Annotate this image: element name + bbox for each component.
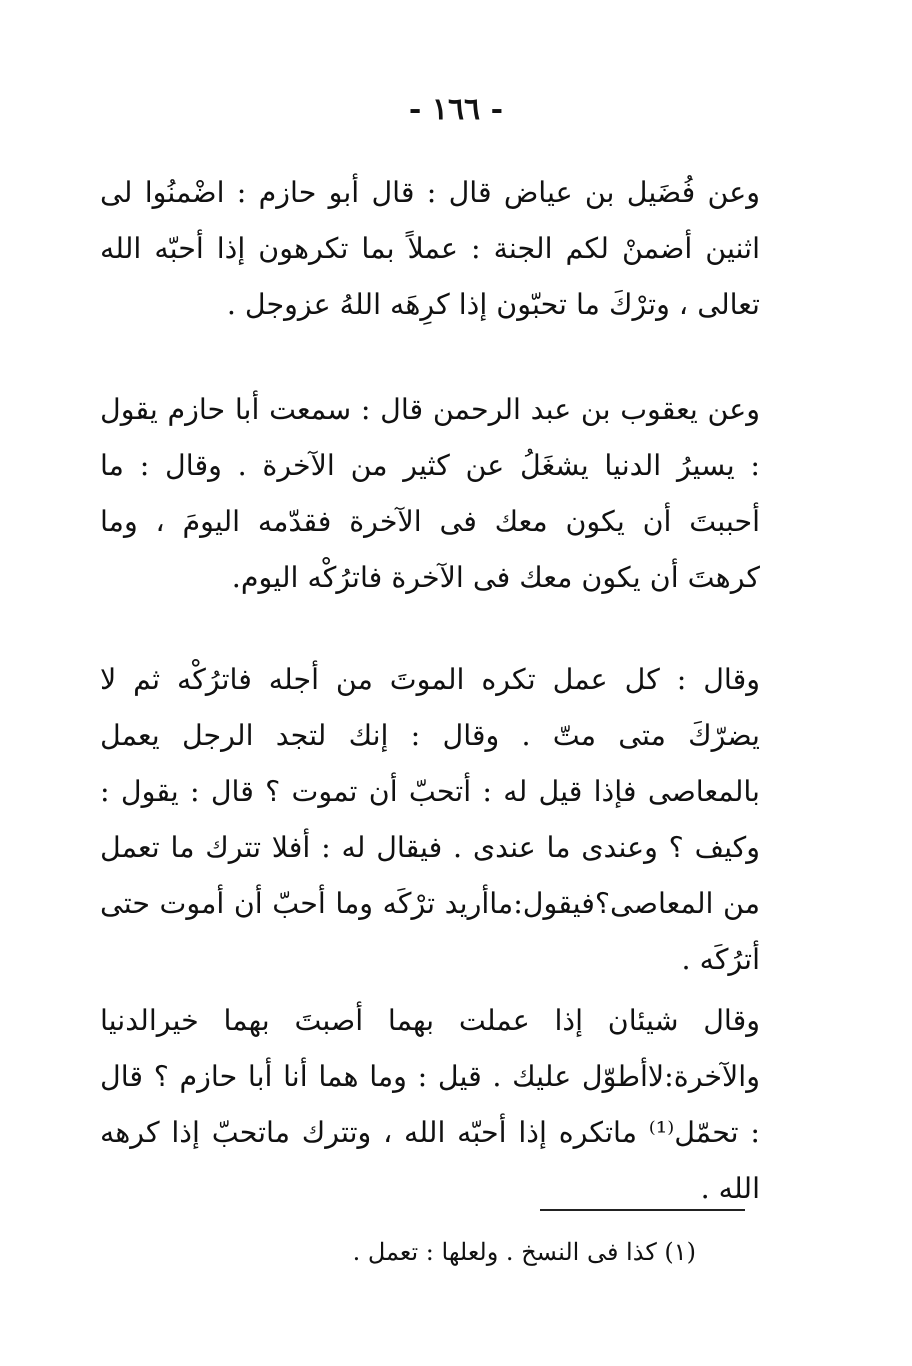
page-number: - ١٦٦ - bbox=[408, 92, 504, 127]
footnote: (١) كذا فى النسخ . ولعلها : تعمل . bbox=[352, 1238, 696, 1266]
paragraph-3: وقال : كل عمل تكره الموتَ من أجله فاترُكْه ثم لا يضرّكَ متى متّ . وقال : إنك لتجد الرجل يعمل بالمعاصى فإذا قيل له : أتحبّ أن تموت ؟ قال : يقول : وكيف ؟ وعندى ما عندى . فيقال له : أفلا تترك ما تعمل من المعاصى؟فيقول:ماأريد ترْكَه وما أحبّ أن أموت حتى أترُكَه . bbox=[100, 663, 760, 976]
paragraph-1: وعن فُضَيل بن عياض قال : قال أبو حازم : اضْمنُوا لى اثنين أضمنْ لكم الجنة : عملاً بما تكرهون إذا أحبّه الله تعالى ، وترْكَ ما تحبّون إذا كرِهَه اللهُ عزوجل . bbox=[100, 176, 760, 321]
paragraph-2: وعن يعقوب بن عبد الرحمن قال : سمعت أبا حازم يقول : يسيرُ الدنيا يشغَلُ عن كثير من الآخرة . وقال : ما أحببتَ أن يكون معك فى الآخرة فقدّمه اليومَ ، وما كرهتَ أن يكون معك فى الآخرة فاترُكْه اليوم. bbox=[100, 393, 760, 594]
footnote-divider bbox=[540, 1209, 745, 1211]
paragraph-4: وقال شيئان إذا عملت بهما أصبتَ بهما خيرالدنيا والآخرة:لاأطوّل عليك . قيل : وما هما أنا أبا حازم ؟ قال : تحمّل⁽¹⁾ ماتكره إذا أحبّه الله ، وتترك ماتحبّ إذا كرهه الله . bbox=[100, 1004, 760, 1205]
